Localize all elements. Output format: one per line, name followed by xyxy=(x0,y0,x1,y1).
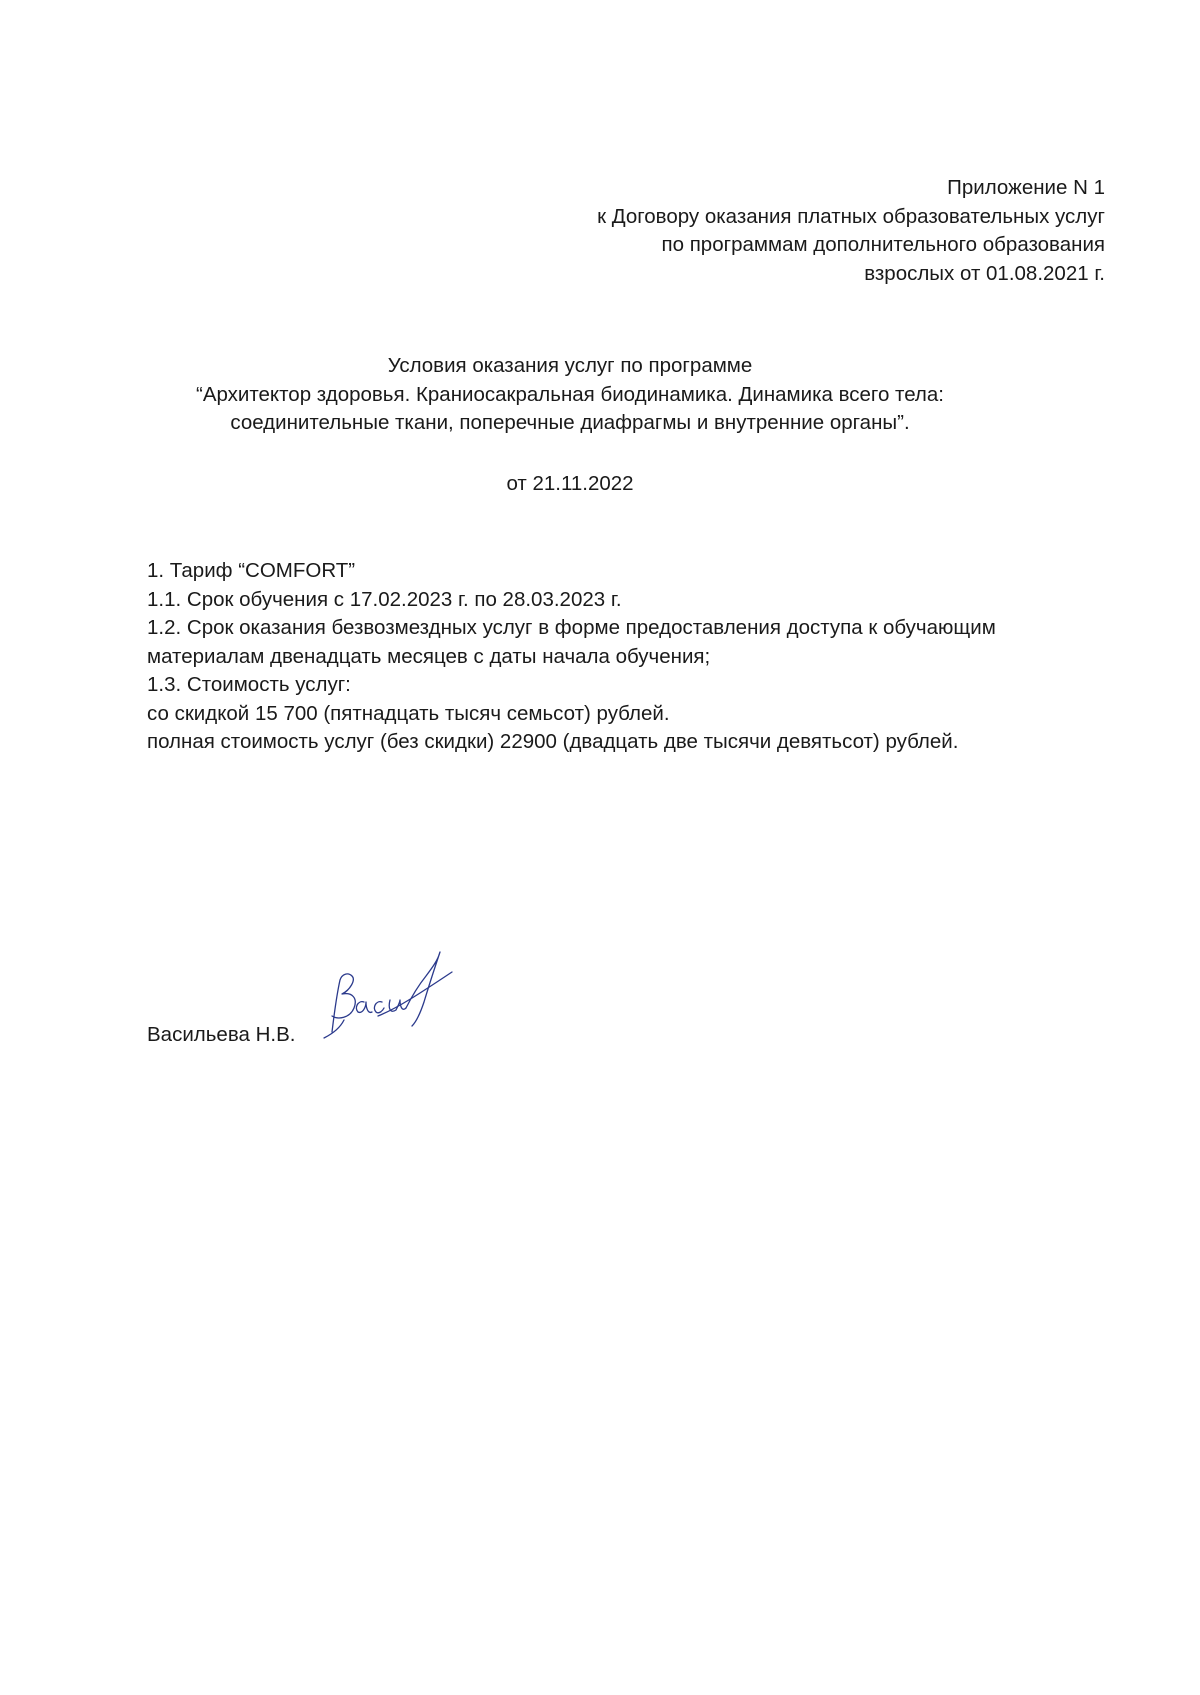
title-line-1: Условия оказания услуг по программе xyxy=(387,354,753,377)
terms-body xyxy=(147,557,1087,757)
full-price-line: полная стоимость услуг (без скидки) 22900 (двадцать две тысячи девятьсот) рублей. xyxy=(147,730,959,753)
title-line-2: “Архитектор здоровья. Краниосакральная биодинамика. Динамика всего тела: xyxy=(196,382,944,406)
appendix-contract-ref: к Договору оказания платных образовательных услуг xyxy=(597,204,1105,228)
discount-price-line: со скидкой 15 700 (пятнадцать тысяч семьсот) рублей. xyxy=(147,701,670,725)
cost-heading: 1.3. Стоимость услуг: xyxy=(147,673,351,696)
handwritten-signature xyxy=(318,946,458,1046)
free-services-line-1: 1.2. Срок оказания безвозмездных услуг в форме предоставления доступа к обучающим xyxy=(147,616,996,639)
appendix-contract-date: взрослых от 01.08.2021 г. xyxy=(864,261,1105,285)
appendix-program-ref: по программам дополнительного образования xyxy=(661,233,1105,256)
free-services-line-2: материалам двенадцать месяцев с даты начала обучения; xyxy=(147,644,711,668)
document-title xyxy=(120,352,1020,438)
title-line-3: соединительные ткани, поперечные диафрагмы и внутренние органы”. xyxy=(230,411,910,434)
study-term-line: 1.1. Срок обучения с 17.02.2023 г. по 28.03.2023 г. xyxy=(147,587,622,611)
appendix-header xyxy=(485,174,1105,288)
signatory-name: Васильева Н.В. xyxy=(147,1023,296,1046)
document-date: от 21.11.2022 xyxy=(506,472,634,495)
appendix-number: Приложение N 1 xyxy=(947,176,1105,199)
tariff-line: 1. Тариф “COMFORT” xyxy=(147,559,356,582)
